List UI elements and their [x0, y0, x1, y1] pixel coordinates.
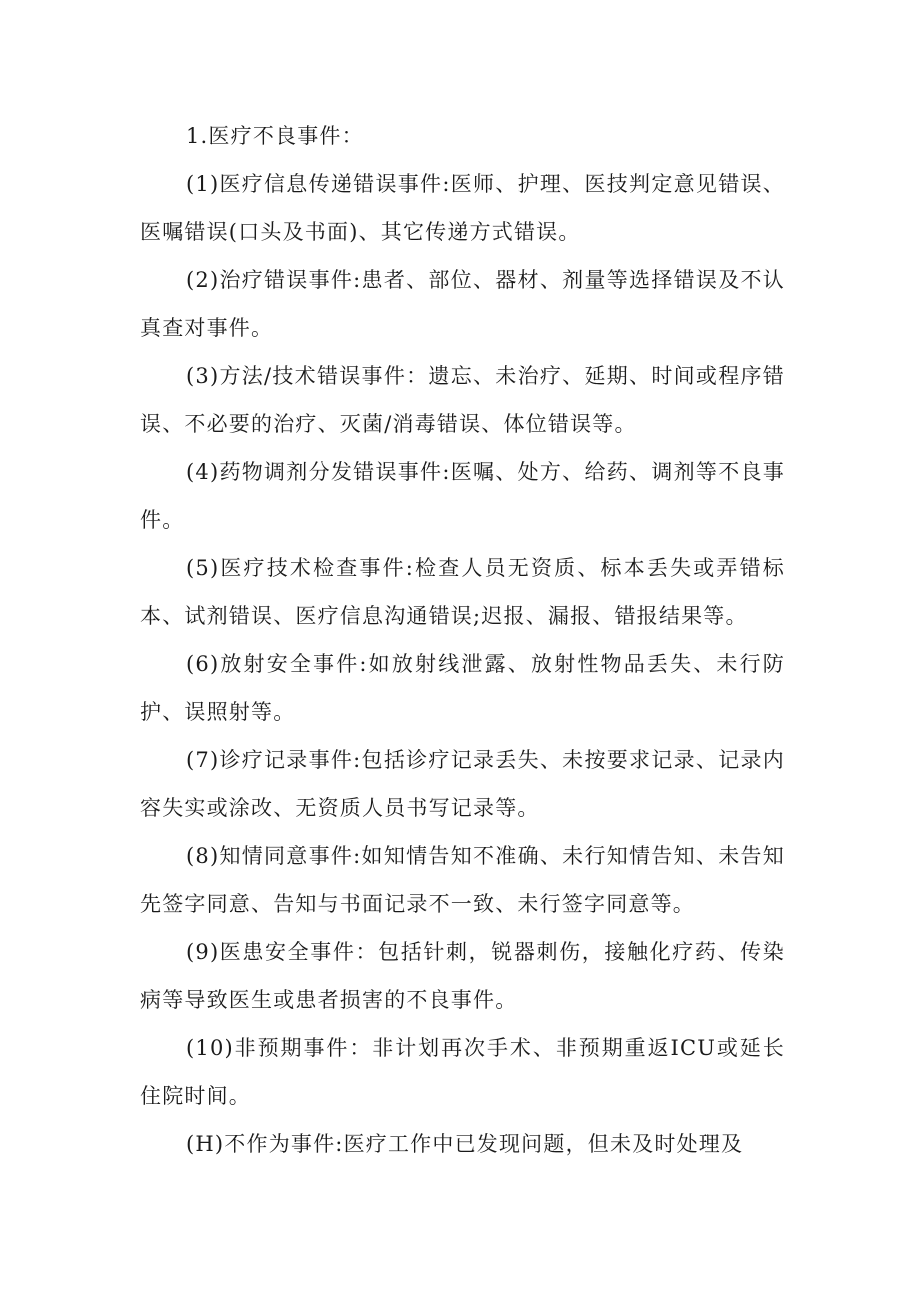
paragraph-11: (H)不作为事件:医疗工作中已发现问题，但未及时处理及 [186, 1132, 744, 1156]
paragraph-10: (10)非预期事件：非计划再次手术、非预期重返ICU或延长住院时间。 [140, 1036, 785, 1108]
paragraph-4: (4)药物调剂分发错误事件:医嘱、处方、给药、调剂等不良事件。 [140, 460, 785, 532]
document-body [140, 112, 785, 1168]
paragraph-5: (5)医疗技术检查事件:检查人员无资质、标本丢失或弄错标本、试剂错误、医疗信息沟通错误;迟报、漏报、错报结果等。 [140, 556, 785, 628]
paragraph-3: (3)方法/技术错误事件：遗忘、未治疗、延期、时间或程序错误、不必要的治疗、灭菌/消毒错误、体位错误等。 [140, 364, 785, 436]
paragraph-8: (8)知情同意事件:如知情告知不准确、未行知情告知、未告知先签字同意、告知与书面记录不一致、未行签字同意等。 [140, 844, 785, 916]
paragraph-1: (1)医疗信息传递错误事件:医师、护理、医技判定意见错误、医嘱错误(口头及书面)、其它传递方式错误。 [140, 172, 785, 244]
paragraph-9: (9)医患安全事件：包括针刺，锐器刺伤，接触化疗药、传染病等导致医生或患者损害的不良事件。 [140, 940, 785, 1012]
section-heading: 1.医疗不良事件： [186, 124, 364, 148]
paragraph-2: (2)治疗错误事件:患者、部位、器材、剂量等选择错误及不认真查对事件。 [140, 268, 785, 340]
paragraph-6: (6)放射安全事件:如放射线泄露、放射性物品丢失、未行防护、误照射等。 [140, 652, 785, 724]
paragraph-7: (7)诊疗记录事件:包括诊疗记录丢失、未按要求记录、记录内容失实或涂改、无资质人员书写记录等。 [140, 748, 785, 820]
